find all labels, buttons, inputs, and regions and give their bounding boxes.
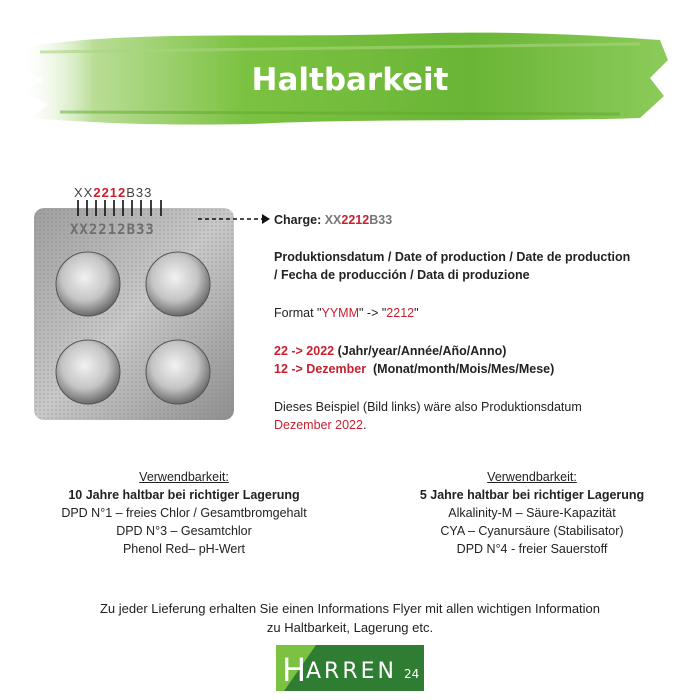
code-suffix: B33 [126,185,153,200]
format-line [274,304,419,322]
left-heading: Verwendbarkeit: [139,470,229,484]
month-desc: (Monat/month/Mois/Mes/Mese) [366,362,555,376]
right-item: CYA – Cyanursäure (Stabilisator) [440,524,624,538]
year-desc: (Jahr/year/Année/Año/Anno) [334,344,507,358]
format-pattern: YYMM [321,306,359,320]
usability-right [382,468,682,558]
format-example: 2212 [386,306,415,320]
right-item: Alkalinity-M – Säure-Kapazität [448,506,616,520]
format-text-2: " -> " [359,306,387,320]
code-prefix: XX [74,185,94,200]
usability-left [34,468,334,558]
month-line [274,360,554,378]
harren24-logo [276,645,424,691]
charge-suffix: B33 [369,213,393,227]
left-item: DPD N°3 – Gesamtchlor [116,524,252,538]
code-date: 2212 [93,185,127,200]
year-line [274,342,506,360]
arrow-icon [198,212,272,226]
svg-text:H: H [282,651,307,689]
charge-label: Charge: [274,213,322,227]
left-item: Phenol Red– pH-Wert [122,542,246,556]
charge-code: 2212 [341,213,370,227]
format-text-1: Format " [274,306,322,320]
charge-prefix: XX [324,213,342,227]
example-date: Dezember 2022 [274,418,363,432]
footer-note [40,599,660,637]
year-mapping: 22 -> 2022 [274,344,335,358]
example-line-2 [274,416,366,434]
footer-line-1: Zu jeder Lieferung erhalten Sie einen Informations Flyer mit allen wichtigen Information [99,601,601,616]
example-period: . [362,418,367,432]
production-line-1: Produktionsdatum / Date of production / Date de production [274,250,631,264]
right-item: DPD N°4 - freier Sauerstoff [456,542,608,556]
blister-pack-image [30,196,245,426]
left-item: DPD N°1 – freies Chlor / Gesamtbromgehalt [61,506,307,520]
example-line-1: Dieses Beispiel (Bild links) wäre also Produktionsdatum [274,400,582,414]
footer-line-2: zu Haltbarkeit, Lagerung etc. [266,620,434,635]
right-heading: Verwendbarkeit: [487,470,577,484]
page-title: Haltbarkeit [251,62,449,98]
format-text-3: " [414,306,419,320]
svg-text:24: 24 [404,667,420,681]
production-line-2: / Fecha de producción / Data di produzione [274,268,530,282]
month-mapping: 12 -> Dezember [274,362,367,376]
charge-line [274,211,392,229]
right-bold: 5 Jahre haltbar bei richtiger Lagerung [419,488,645,502]
left-bold: 10 Jahre haltbar bei richtiger Lagerung [68,488,300,502]
svg-text:ARREN: ARREN [306,659,397,684]
svg-text:XX2212B33: XX2212B33 [70,222,155,238]
